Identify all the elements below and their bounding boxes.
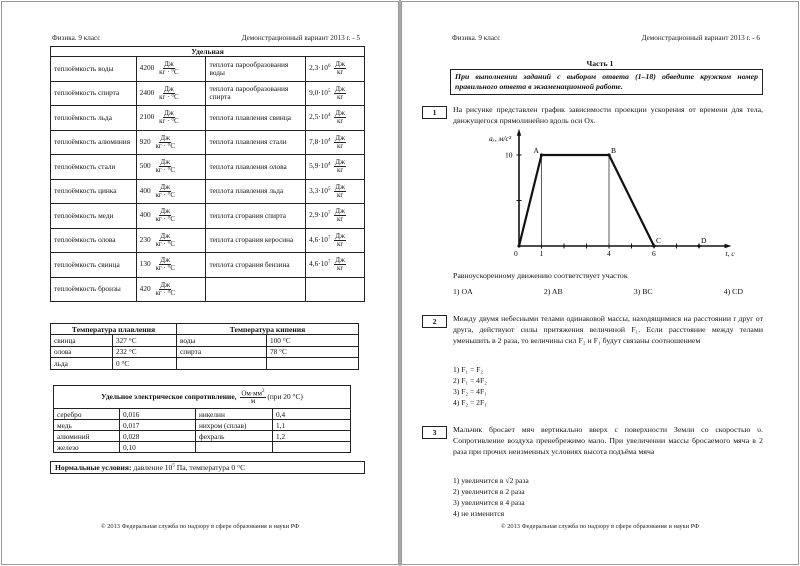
resistivity-table: [53, 385, 351, 453]
melting-substance: льда: [51, 358, 113, 370]
value-mantissa: 3,3·10: [309, 185, 328, 195]
resistivity-table-row: [54, 431, 351, 442]
q3-option-3[interactable]: 3) увеличится в 4 раза: [453, 498, 525, 508]
boiling-value: [267, 358, 359, 370]
point-label-C: C: [656, 236, 662, 245]
acceleration-time-graph: [472, 133, 735, 262]
latent-heat-value: [306, 81, 365, 106]
unit-fraction: [158, 86, 180, 101]
resistivity-table-row: [54, 409, 351, 420]
unit-den: кг: [336, 239, 344, 248]
unit-num: Дж: [164, 84, 174, 93]
substance-heat-capacity: теплоёмкость свинца: [51, 253, 137, 278]
melting-substance: свинца: [51, 335, 113, 347]
question-3-text: Мальчик бросает мяч вертикально вверх с поверхности Земли со скоростью υ. Сопротивление воздуха пренебрежимо мало. При увеличении массы бросаемого мяча в 2 раза при прочих неизменных условиях высота подъёма мяча: [453, 425, 763, 457]
heat-capacity-value: [136, 228, 206, 253]
latent-heat-value: [306, 277, 365, 302]
unit-num: Дж: [160, 182, 171, 191]
heat-capacity-value: [136, 155, 206, 180]
unit-den: кг: [336, 215, 344, 224]
heat-capacity-value: [136, 130, 206, 155]
point-A: [540, 153, 543, 156]
unit-den: кг: [336, 117, 344, 126]
unit-num: Дж: [335, 158, 345, 167]
value-mantissa: 4,6·10: [309, 234, 328, 244]
heat-capacity-value: [136, 277, 206, 302]
heat-table-row: [51, 130, 365, 155]
temperature-table-row: [51, 335, 359, 347]
unit-num: Дж: [335, 133, 345, 142]
heat-table-row: [51, 57, 365, 82]
unit-den: кг · °С: [155, 239, 176, 248]
point-label-A: A: [533, 146, 539, 155]
resistivity-table-row: [54, 420, 351, 431]
latent-heat-value: [306, 130, 365, 155]
material-name: медь: [54, 420, 120, 431]
latent-heat-value: [306, 179, 365, 204]
value-mantissa: 9,0·10: [309, 87, 328, 97]
unit-num: Дж: [335, 84, 345, 93]
question-1-text: На рисунке представлен график зависимости проекции ускорения от времени для тела, движущегося прямолинейно вдоль оси Ox.: [453, 105, 763, 126]
resistivity-title-text: Удельное электрическое сопротивление,: [101, 391, 237, 401]
value-number: 400: [139, 210, 151, 220]
q2-option-4[interactable]: 4) F₂ = 2F₁: [453, 398, 487, 408]
unit-num: Дж: [335, 60, 345, 69]
y-axis-label: aₓ, м/с²: [489, 133, 512, 143]
heat-table-row: [51, 204, 365, 229]
unit-num: Дж: [160, 158, 171, 167]
unit-num: Ом·мм: [241, 389, 262, 398]
heat-table-row: [51, 81, 365, 106]
material-name: серебро: [54, 409, 120, 420]
specific-heat-table: [50, 46, 365, 302]
value-exponent: 4: [327, 113, 331, 118]
substance-heat-capacity: теплоёмкость стали: [51, 155, 137, 180]
unit-num: Дж: [160, 231, 171, 240]
unit-fraction: [334, 208, 346, 223]
value-number: 230: [139, 234, 151, 244]
heat-table-row: [51, 179, 365, 204]
q2-option-3[interactable]: 3) F₂ = 4F₁: [453, 387, 487, 397]
latent-heat-name: теплота сгорания керосина: [206, 228, 306, 253]
boiling-value: 100 °С: [267, 335, 359, 347]
boiling-value: 78 °С: [267, 346, 359, 358]
unit-fraction: [158, 61, 180, 76]
melting-value: 232 °С: [113, 346, 177, 358]
unit-fraction: [154, 135, 176, 150]
material-resistivity: 0,017: [120, 420, 196, 431]
heat-table-row: [51, 277, 365, 302]
value-exponent: 4: [327, 162, 331, 167]
value-mantissa: 2,9·10: [309, 210, 328, 220]
unit-den: кг: [336, 264, 344, 273]
value-number: 2100: [139, 112, 155, 122]
q2-option-1[interactable]: 1) F₁ = F₂: [453, 365, 484, 374]
page-header: [452, 34, 760, 42]
heat-table-row: [51, 253, 365, 278]
unit-fraction: [334, 159, 346, 174]
boiling-title: Температура кипения: [177, 324, 359, 335]
latent-heat-name: [206, 277, 306, 302]
x-tick-label: 0: [514, 249, 518, 258]
substance-heat-capacity: теплоёмкость бронзы: [51, 277, 137, 302]
heat-capacity-value: [136, 179, 206, 204]
part-title: Часть 1: [586, 59, 614, 68]
heat-capacity-value: [136, 106, 206, 131]
heat-capacity-value: [136, 57, 206, 82]
resistivity-table-row: [54, 442, 351, 453]
boiling-substance: [177, 358, 267, 370]
unit-den: м: [250, 397, 256, 406]
header-subject: Физика. 9 класс: [452, 34, 501, 42]
material-resistivity: 0,10: [120, 442, 196, 453]
heat-table-row: [51, 228, 365, 253]
point-0: [517, 244, 520, 247]
unit-fraction: [154, 159, 176, 174]
latent-heat-name: теплота плавления свинца: [206, 106, 306, 131]
unit-num: Дж: [160, 207, 171, 216]
normal-conditions-label: Нормальные условия:: [55, 463, 132, 472]
unit-fraction: [334, 233, 346, 248]
unit-num: Дж: [160, 280, 171, 289]
heat-capacity-value: [136, 204, 206, 229]
page-footer: © 2013 Федеральная служба по надзору в сфере образования и науки РФ: [100, 523, 300, 530]
resistivity-title: [54, 386, 351, 409]
substance-heat-capacity: теплоёмкость воды: [51, 57, 137, 82]
boiling-substance: воды: [177, 335, 267, 347]
unit-fraction: [334, 135, 346, 150]
page-6: [401, 1, 799, 565]
unit-num: Дж: [335, 207, 345, 216]
unit-den: кг: [336, 68, 344, 77]
value-mantissa: 4,6·10: [309, 259, 328, 269]
value-number: 920: [139, 136, 151, 146]
resistivity-unit: [240, 389, 265, 405]
y-axis-arrow: [517, 129, 521, 136]
temperature-table: [50, 323, 359, 370]
header-variant: Демонстрационный вариант 2013 г. - 6: [641, 34, 760, 42]
unit-num: Дж: [164, 60, 174, 69]
material-resistivity: 0,016: [120, 409, 196, 420]
material-resistivity: 0,4: [273, 409, 351, 420]
normal-conditions-temp: Па, температура 0 °С: [174, 463, 246, 472]
heat-capacity-value: [136, 81, 206, 106]
material-resistivity: 0,028: [120, 431, 196, 442]
unit-den: кг · °С: [155, 288, 176, 297]
unit-fraction: [334, 61, 346, 76]
unit-den: кг: [336, 92, 344, 101]
q1-option-1[interactable]: 1) OA: [453, 287, 473, 296]
question-3-number: 3: [422, 426, 447, 439]
heat-capacity-value: [136, 253, 206, 278]
q1-option-2[interactable]: 2) AB: [543, 287, 563, 296]
question-3-options: [453, 475, 529, 520]
material-name: фехраль: [196, 431, 273, 442]
value-number: 420: [139, 283, 151, 293]
value-mantissa: 7,8·10: [309, 136, 328, 146]
q3-option-2[interactable]: 2) увеличится в 2 раза: [453, 487, 525, 497]
material-name: никелин: [196, 409, 273, 420]
latent-heat-name: теплота плавления льда: [206, 179, 306, 204]
value-exponent: 7: [327, 235, 331, 241]
unit-den: кг · °С: [155, 141, 176, 150]
substance-heat-capacity: теплоёмкость алюминия: [51, 130, 137, 155]
unit-fraction: [334, 184, 346, 199]
instructions-box: При выполнении заданий с выбором ответа (1–18) обведите кружком номер правильного ответа в экзаменационной работе.: [450, 69, 763, 95]
value-mantissa: 2,5·10: [309, 112, 328, 122]
x-tick-label: 4: [607, 249, 611, 258]
value-exponent: 6: [327, 64, 331, 69]
page-header: [52, 34, 360, 42]
unit-num: Дж: [160, 133, 171, 142]
acceleration-line: [519, 155, 654, 246]
point-label-D: D: [701, 236, 707, 245]
normal-conditions-pressure: давление 10: [131, 463, 173, 472]
question-2-options: [453, 364, 487, 409]
melting-value: 327 °С: [113, 335, 177, 347]
latent-heat-name: теплота сгорания спирта: [206, 204, 306, 229]
header-subject: Физика. 9 класс: [52, 34, 101, 42]
material-resistivity: 1,2: [273, 431, 351, 442]
heat-table-row: [51, 106, 365, 131]
unit-num: Дж: [335, 182, 345, 191]
unit-den: кг · °С: [155, 190, 176, 199]
unit-exp: 2: [262, 388, 265, 394]
question-2-number: 2: [422, 315, 447, 328]
question-1-prompt: Равноускоренному движению соответствует участок: [453, 271, 628, 280]
material-name: алюминий: [54, 431, 120, 442]
latent-heat-name: теплота парообразования воды: [206, 57, 306, 82]
substance-heat-capacity: теплоёмкость льда: [51, 106, 137, 131]
temperature-table-row: [51, 358, 359, 370]
q1-option-4[interactable]: 4) CD: [723, 287, 743, 296]
resistivity-condition: (при 20 °С): [267, 391, 303, 401]
unit-fraction: [154, 208, 176, 223]
normal-conditions: [50, 461, 365, 474]
latent-heat-value: [306, 204, 365, 229]
page-5: [1, 1, 399, 565]
q2-option-2[interactable]: 2) F₁ = 4F₂: [453, 376, 487, 386]
question-2-text: Между двумя небесными телами одинаковой массы, находящимися на расстоянии r друг от друга, действуют силы притяжения величиной F₁. Если расстояние между телами уменьшить в 2 раза, то величины сил F₂ и F₁ будут связаны соотношением: [453, 314, 763, 346]
unit-num: Дж: [335, 231, 345, 240]
unit-num: Дж: [335, 256, 345, 265]
value-exponent: 7: [327, 211, 331, 216]
material-resistivity: 1,1: [273, 420, 351, 431]
latent-heat-name: теплота плавления олова: [206, 155, 306, 180]
latent-heat-value: [306, 106, 365, 131]
latent-heat-value: [306, 228, 365, 253]
unit-fraction: [154, 282, 176, 297]
material-name: [196, 442, 273, 453]
unit-fraction: [154, 257, 176, 272]
latent-heat-value: [306, 57, 365, 82]
question-1-options: [453, 287, 743, 296]
q3-option-4[interactable]: 4) не изменится: [453, 509, 505, 519]
value-exponent: 4: [327, 137, 331, 143]
material-name: железо: [54, 442, 120, 453]
page-footer: © 2013 Федеральная служба по надзору в сфере образования и науки РФ: [500, 523, 700, 530]
substance-heat-capacity: теплоёмкость меди: [51, 204, 137, 229]
q3-option-1[interactable]: 1) увеличится в √2 раза: [453, 476, 529, 485]
value-number: 130: [139, 259, 151, 269]
unit-fraction: [158, 110, 180, 125]
latent-heat-name: теплота сгорания бензина: [206, 253, 306, 278]
unit-den: кг · °С: [155, 166, 176, 175]
heat-table-row: [51, 155, 365, 180]
temperature-table-row: [51, 346, 359, 358]
boiling-substance: спирта: [177, 346, 267, 358]
unit-den: кг · °С: [155, 264, 176, 273]
substance-heat-capacity: теплоёмкость олова: [51, 228, 137, 253]
value-number: 4200: [139, 63, 155, 73]
value-number: 400: [139, 185, 151, 195]
unit-den: кг · °С: [159, 117, 179, 126]
latent-heat-value: [306, 253, 365, 278]
unit-fraction: [334, 257, 346, 272]
x-axis-arrow: [725, 244, 732, 248]
question-1-number: 1: [422, 106, 447, 119]
header-variant: Демонстрационный вариант 2013 г. - 5: [241, 34, 360, 42]
x-tick-label: 6: [652, 249, 656, 258]
unit-den: кг · °С: [159, 92, 179, 101]
unit-num: Дж: [164, 109, 174, 118]
x-tick-label: 1: [539, 249, 544, 258]
value-mantissa: 5,9·10: [309, 161, 328, 171]
y-tick-label: 10: [505, 150, 513, 160]
unit-num: Дж: [160, 256, 171, 265]
latent-heat-name: теплота плавления стали: [206, 130, 306, 155]
point-label-B: B: [611, 146, 617, 155]
unit-fraction: [154, 184, 176, 199]
unit-fraction: [154, 233, 176, 248]
value-exponent: 7: [327, 260, 331, 265]
q1-option-3[interactable]: 3) BC: [633, 287, 653, 296]
unit-den: кг: [336, 190, 344, 199]
unit-fraction: [334, 110, 346, 125]
unit-den: кг · °С: [159, 68, 179, 77]
material-name: нихром (сплав): [196, 420, 273, 431]
value-number: 500: [139, 161, 151, 171]
substance-heat-capacity: теплоёмкость цинка: [51, 179, 137, 204]
pressure-exp: 5: [172, 463, 175, 469]
x-axis-label: t, с: [725, 249, 735, 258]
melting-value: 0 °С: [113, 358, 177, 370]
latent-heat-name: теплота парообразования спирта: [206, 81, 306, 106]
unit-fraction: [334, 86, 346, 101]
unit-num: Дж: [335, 109, 345, 118]
value-exponent: 5: [327, 88, 331, 94]
unit-den: кг: [336, 166, 344, 175]
unit-den: кг · °С: [155, 215, 176, 224]
melting-substance: олова: [51, 346, 113, 358]
heat-table-title: Удельная: [51, 47, 365, 57]
value-number: 2400: [139, 87, 155, 97]
material-resistivity: [273, 442, 351, 453]
latent-heat-value: [306, 155, 365, 180]
melting-title: Температура плавления: [51, 324, 177, 335]
value-mantissa: 2,3·10: [309, 63, 328, 73]
substance-heat-capacity: теплоёмкость спирта: [51, 81, 137, 106]
unit-den: кг: [336, 141, 344, 150]
value-exponent: 5: [327, 186, 331, 192]
